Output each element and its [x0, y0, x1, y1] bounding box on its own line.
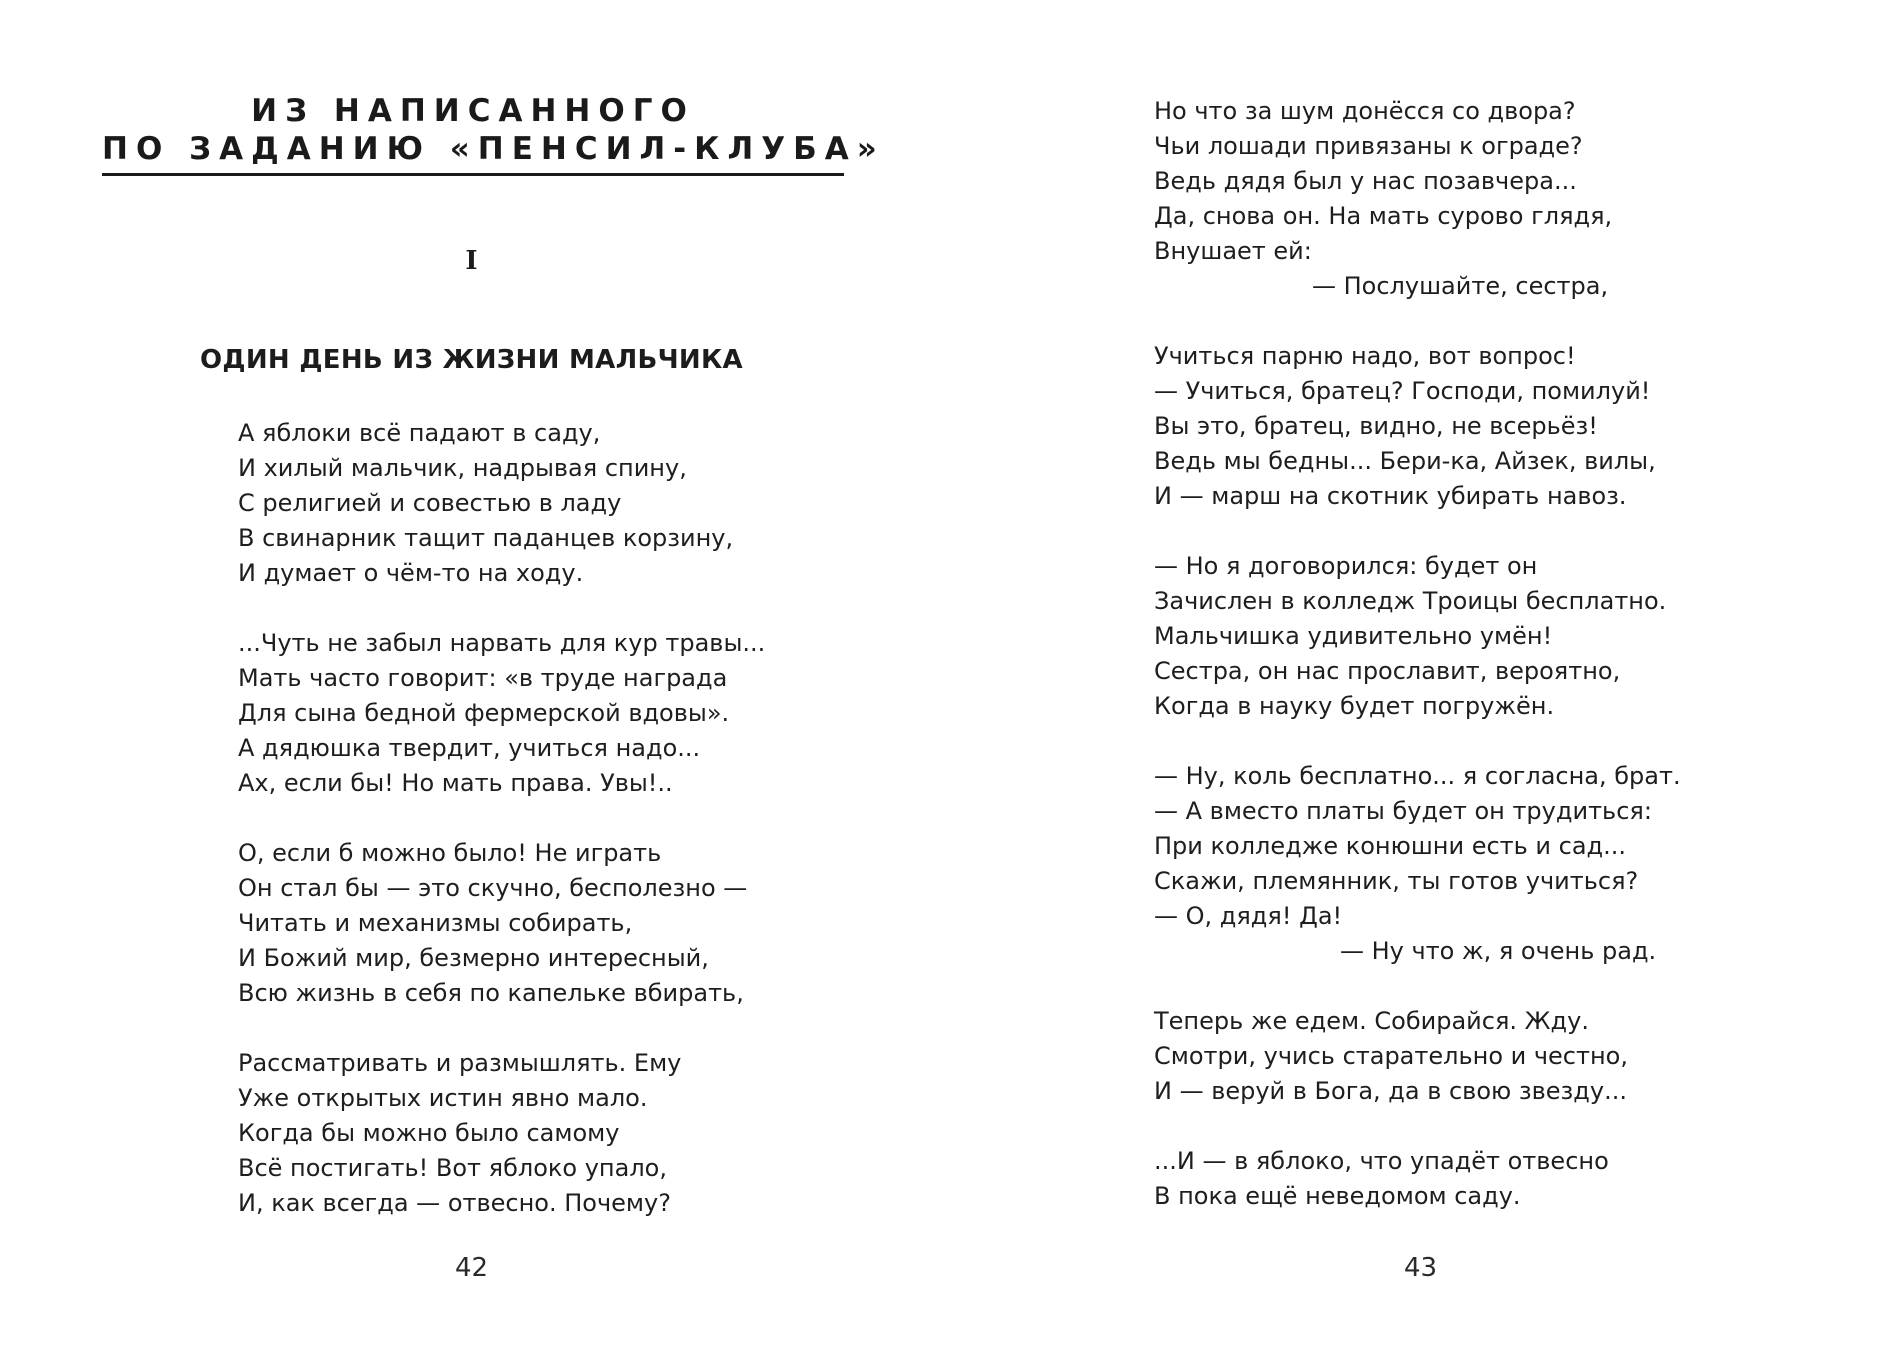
stanza-gap [1154, 724, 1681, 759]
verse-line: — Ну, коль бесплатно... я согласна, брат. [1154, 762, 1681, 790]
stanza-gap [238, 591, 765, 626]
verse-line: — О, дядя! Да! [1154, 902, 1343, 930]
verse-line: Мать часто говорит: «в труде награда [238, 664, 728, 692]
verse-line: — А вместо платы будет он трудиться: [1154, 797, 1652, 825]
verse-line: В пока ещё неведомом саду. [1154, 1182, 1521, 1210]
poem-body-right [1154, 94, 1681, 1214]
verse-line: — Учиться, братец? Господи, помилуй! [1154, 377, 1651, 405]
page-number: 43 [1404, 1253, 1438, 1283]
verse-line: Внушает ей: [1154, 237, 1312, 265]
chapter-header-line-2: ПО ЗАДАНИЮ «ПЕНСИЛ-КЛУБА» [102, 131, 885, 167]
verse-line: Учиться парню надо, вот вопрос! [1154, 342, 1576, 370]
verse-line: Уже открытых истин явно мало. [238, 1084, 648, 1112]
header-divider [102, 173, 844, 176]
verse-line: И — веруй в Бога, да в свою звезду... [1154, 1077, 1627, 1105]
verse-line: Скажи, племянник, ты готов учиться? [1154, 867, 1639, 895]
verse-line: Сестра, он нас прославит, вероятно, [1154, 657, 1621, 685]
verse-line: Но что за шум донёсся со двора? [1154, 97, 1576, 125]
verse-line: А яблоки всё падают в саду, [238, 419, 601, 447]
verse-line: Зачислен в колледж Троицы бесплатно. [1154, 587, 1667, 615]
verse-line: Чьи лошади привязаны к ограде? [1154, 132, 1583, 160]
verse-line: Читать и механизмы собирать, [238, 909, 633, 937]
verse-line: Когда в науку будет погружён. [1154, 692, 1555, 720]
section-number: I [465, 246, 478, 276]
stanza [1154, 339, 1681, 514]
stanza [238, 416, 765, 591]
stanza [1154, 1004, 1681, 1109]
stanza [1154, 1144, 1681, 1214]
stanza-gap [1154, 304, 1681, 339]
verse-line: — Но я договорился: будет он [1154, 552, 1538, 580]
stanza-gap [1154, 969, 1681, 1004]
verse-line-indented: — Послушайте, сестра, [1312, 272, 1609, 300]
verse-line: Теперь же едем. Собирайся. Жду. [1154, 1007, 1589, 1035]
verse-line: И думает о чём-то на ходу. [238, 559, 584, 587]
verse-line: И Божий мир, безмерно интересный, [238, 944, 709, 972]
verse-line: При колледже конюшни есть и сад... [1154, 832, 1627, 860]
verse-line: Ведь мы бедны... Бери-ка, Айзек, вилы, [1154, 447, 1656, 475]
poem-title: ОДИН ДЕНЬ ИЗ ЖИЗНИ МАЛЬЧИКА [200, 345, 743, 375]
stanza [1154, 94, 1681, 304]
verse-line: Рассматривать и размышлять. Ему [238, 1049, 682, 1077]
stanza [238, 626, 765, 801]
chapter-header-line-1: ИЗ НАПИСАННОГО [251, 93, 695, 129]
verse-line: Смотри, учись старательно и честно, [1154, 1042, 1628, 1070]
verse-line: Ведь дядя был у нас позавчера... [1154, 167, 1577, 195]
verse-line: И хилый мальчик, надрывая спину, [238, 454, 687, 482]
verse-line: Когда бы можно было самому [238, 1119, 620, 1147]
poem-body-left [238, 416, 765, 1221]
verse-line: Всю жизнь в себя по капельке вбирать, [238, 979, 744, 1007]
verse-line-indented: — Ну что ж, я очень рад. [1340, 937, 1657, 965]
stanza-gap [238, 801, 765, 836]
verse-line: И — марш на скотник убирать навоз. [1154, 482, 1627, 510]
verse-line: Для сына бедной фермерской вдовы». [238, 699, 730, 727]
verse-line: Всё постигать! Вот яблоко упало, [238, 1154, 667, 1182]
verse-line: И, как всегда — отвесно. Почему? [238, 1189, 671, 1217]
verse-line: Мальчишка удивительно умён! [1154, 622, 1553, 650]
verse-line: О, если б можно было! Не играть [238, 839, 662, 867]
verse-line: ...Чуть не забыл нарвать для кур травы... [238, 629, 766, 657]
left-page [0, 0, 943, 1346]
stanza-gap [1154, 514, 1681, 549]
verse-line: ...И — в яблоко, что упадёт отвесно [1154, 1147, 1609, 1175]
verse-line: Он стал бы — это скучно, бесполезно — [238, 874, 748, 902]
verse-line: Ах, если бы! Но мать права. Увы!.. [238, 769, 673, 797]
verse-line: Вы это, братец, видно, не всерьёз! [1154, 412, 1598, 440]
verse-line: Да, снова он. На мать сурово глядя, [1154, 202, 1613, 230]
stanza [238, 836, 765, 1011]
stanza [238, 1046, 765, 1221]
stanza [1154, 759, 1681, 969]
stanza [1154, 549, 1681, 724]
stanza-gap [238, 1011, 765, 1046]
stanza-gap [1154, 1109, 1681, 1144]
page-number: 42 [455, 1253, 489, 1283]
verse-line: А дядюшка твердит, учиться надо... [238, 734, 701, 762]
verse-line: В свинарник тащит паданцев корзину, [238, 524, 734, 552]
verse-line: С религией и совестью в ладу [238, 489, 622, 517]
chapter-header [102, 92, 885, 168]
